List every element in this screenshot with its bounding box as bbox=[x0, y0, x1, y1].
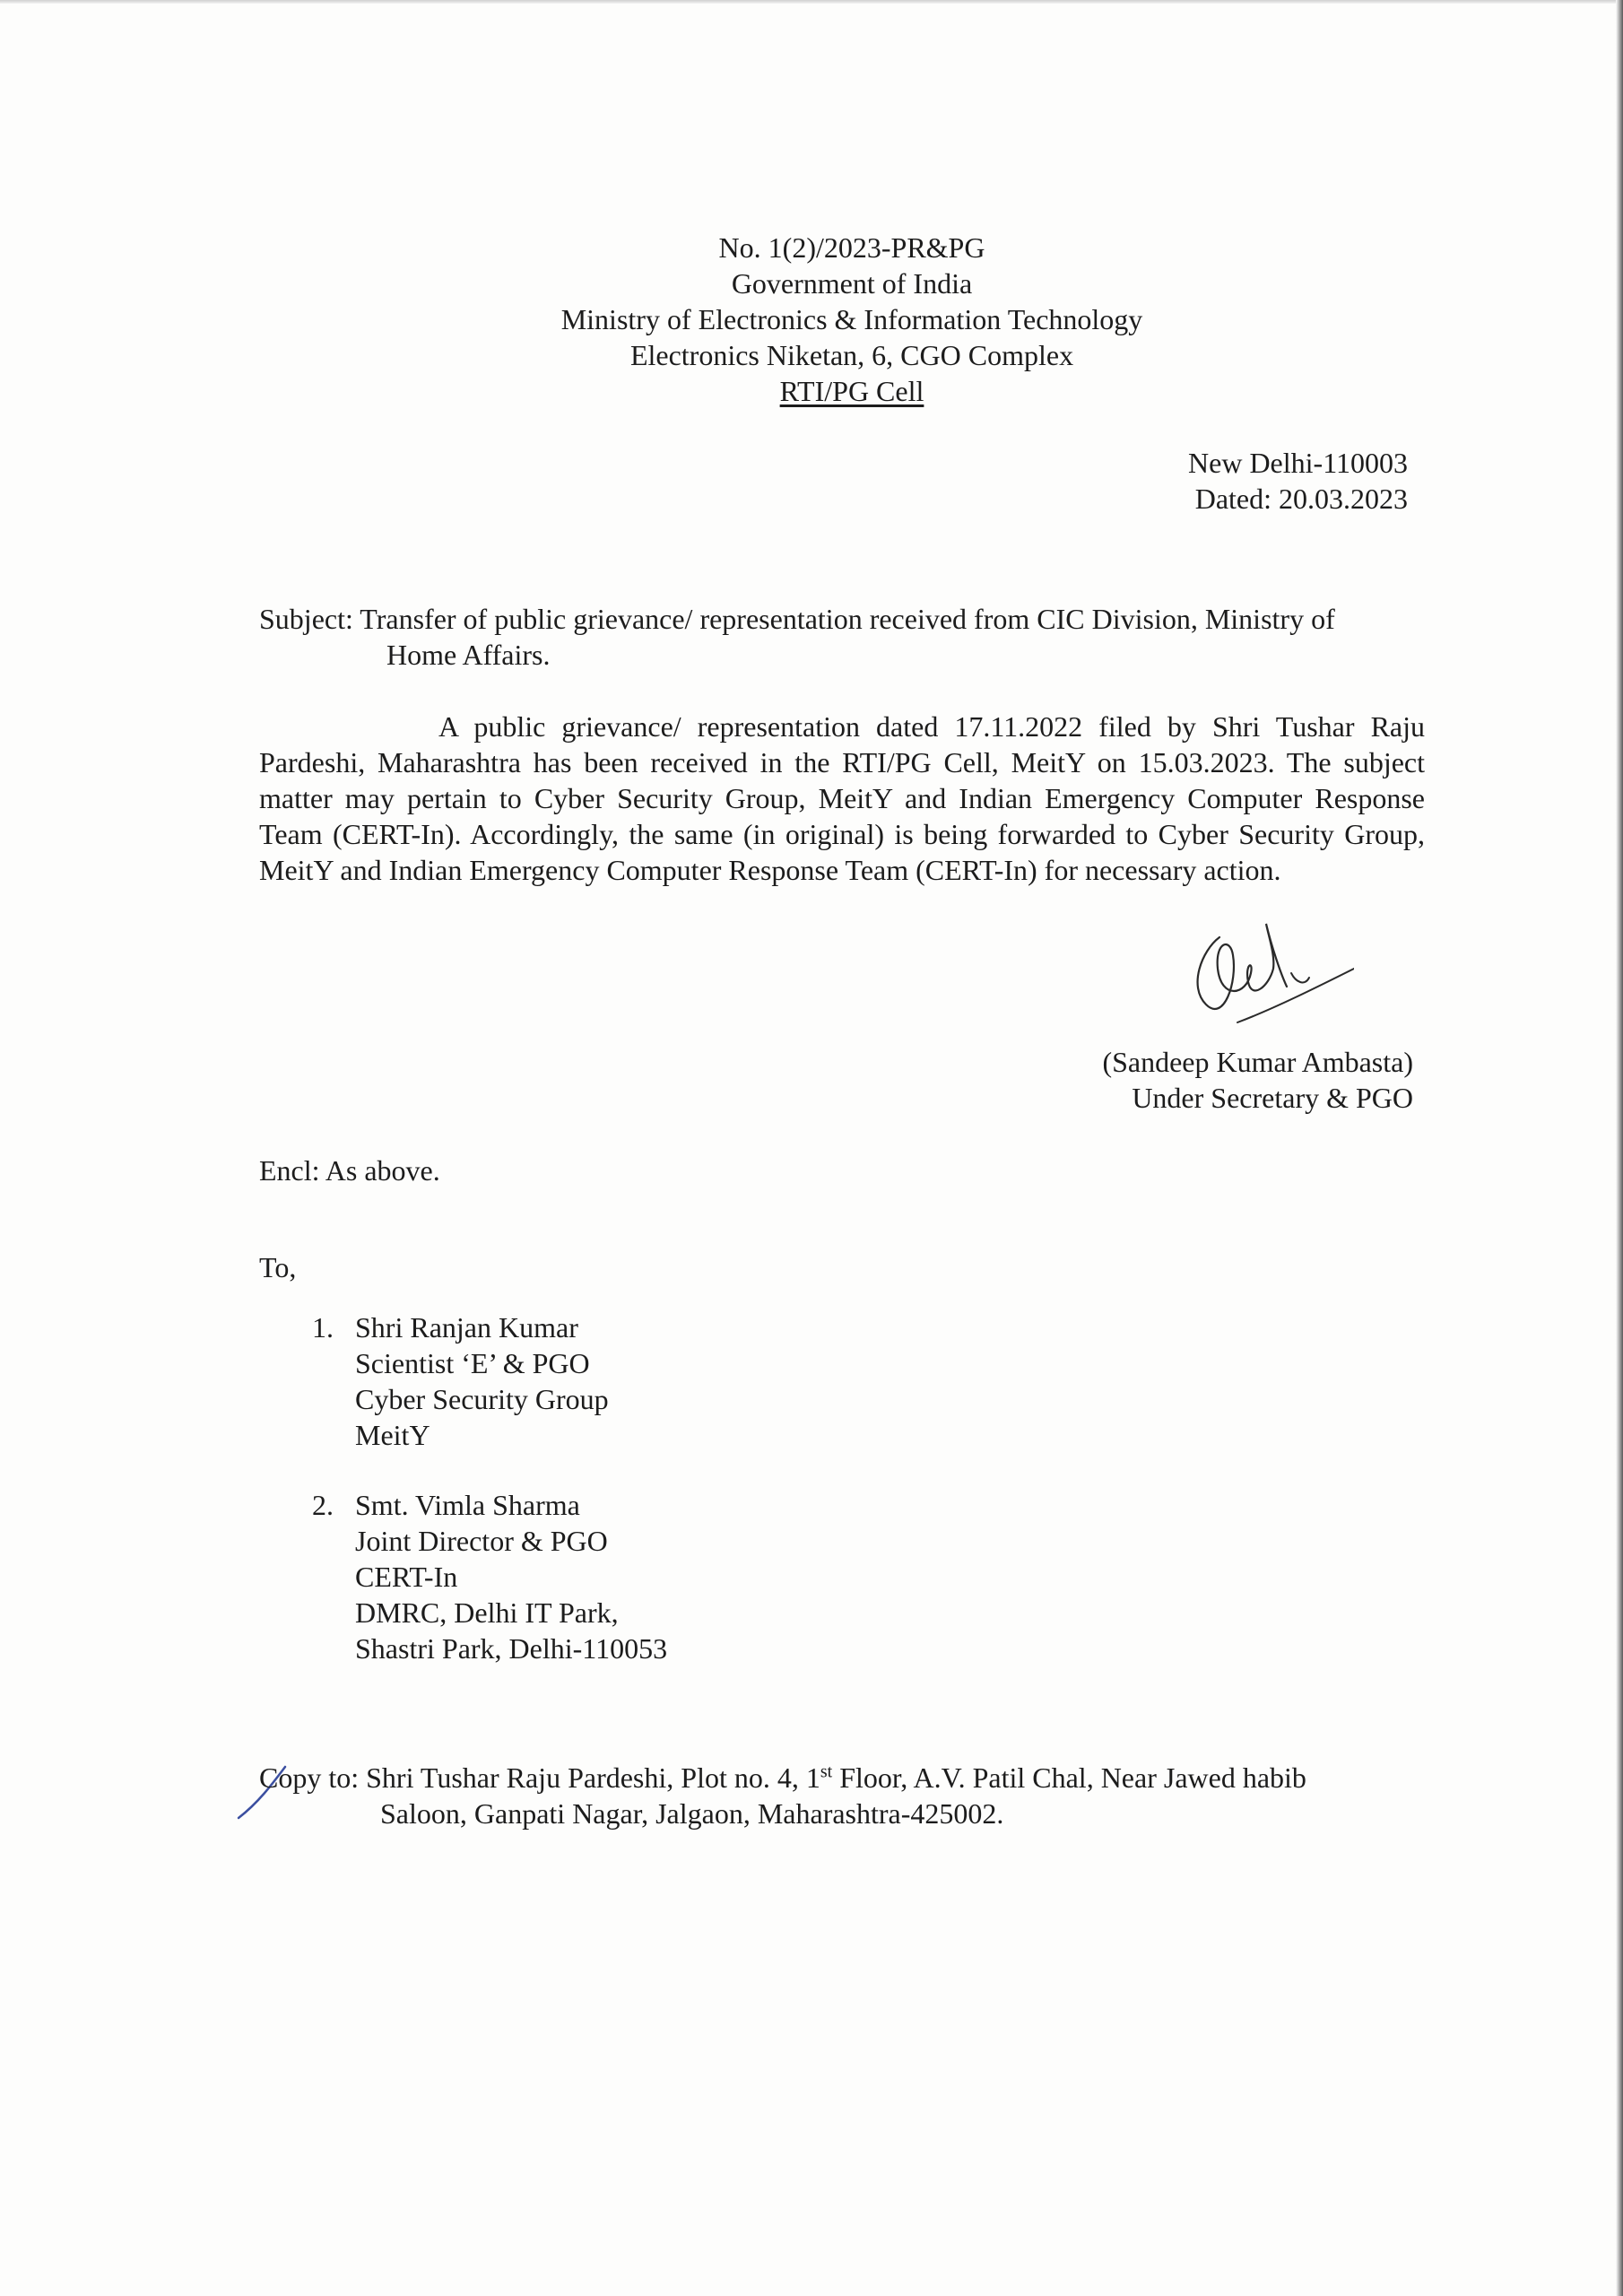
recipient-line: DMRC, Delhi IT Park, bbox=[355, 1596, 619, 1629]
copy-to-address-start: Shri Tushar Raju Pardeshi, Plot no. 4, 1 bbox=[366, 1761, 820, 1794]
subject-block bbox=[259, 601, 1436, 673]
subject-line-1: Subject: Transfer of public grievance/ representation received from CIC Division, Ministry of bbox=[259, 603, 1335, 635]
signature-mark bbox=[1184, 901, 1354, 1045]
recipient-line: Joint Director & PGO bbox=[355, 1525, 608, 1557]
signatory-block bbox=[1102, 1044, 1413, 1116]
copy-to-block bbox=[259, 1760, 1306, 1831]
place-date-block bbox=[1188, 445, 1408, 517]
reference-number: No. 1(2)/2023-PR&PG bbox=[718, 231, 985, 264]
recipient-address bbox=[355, 1487, 667, 1666]
enclosure-note: Encl: As above. bbox=[259, 1154, 440, 1187]
copy-to-line-2: Saloon, Ganpati Nagar, Jalgaon, Maharashtra-425002. bbox=[380, 1797, 1004, 1830]
place: New Delhi-110003 bbox=[1188, 447, 1408, 479]
body-paragraph: A public grievance/ representation dated 17.11.2022 filed by Shri Tushar Raju Pardeshi, Maharashtra has been received in the RTI/PG Cell, MeitY on 15.03.2023. The subject matter may pertain to Cyber Security Group, MeitY and Indian Emergency Computer Response Team (CERT-In). Accordingly, the same (in original) is being forwarded to Cyber Security Group, MeitY and Indian Emergency Computer Response Team (CERT-In) for necessary action. bbox=[259, 710, 1425, 886]
cell-name: RTI/PG Cell bbox=[779, 375, 924, 407]
ministry-name: Ministry of Electronics & Information Technology bbox=[560, 303, 1143, 335]
recipient-address bbox=[355, 1309, 609, 1453]
office-address: Electronics Niketan, 6, CGO Complex bbox=[629, 339, 1074, 371]
copy-to-line-1 bbox=[259, 1760, 1306, 1796]
letter-header bbox=[430, 230, 1273, 409]
scan-edge-top bbox=[0, 0, 1623, 4]
subject-line-2: Home Affairs. bbox=[386, 639, 551, 671]
copy-to-address-end: Floor, A.V. Patil Chal, Near Jawed habib bbox=[832, 1761, 1306, 1794]
copy-to-label: Copy to: bbox=[259, 1761, 360, 1794]
date: Dated: 20.03.2023 bbox=[1194, 483, 1408, 515]
recipient-line: Cyber Security Group bbox=[355, 1383, 609, 1415]
recipient-number: 2. bbox=[312, 1489, 334, 1521]
recipient-number: 1. bbox=[312, 1311, 334, 1344]
government-name: Government of India bbox=[731, 267, 973, 300]
recipient-line: Scientist ‘E’ & PGO bbox=[355, 1347, 590, 1379]
recipient-line: Shastri Park, Delhi-110053 bbox=[355, 1632, 668, 1665]
recipient-line: Smt. Vimla Sharma bbox=[355, 1489, 580, 1521]
recipient-line: Shri Ranjan Kumar bbox=[355, 1311, 578, 1344]
signatory-name: (Sandeep Kumar Ambasta) bbox=[1102, 1046, 1413, 1078]
scan-edge-right bbox=[1616, 0, 1623, 2296]
recipient-line: MeitY bbox=[355, 1419, 430, 1451]
ordinal-suffix: st bbox=[820, 1761, 833, 1782]
to-label: To, bbox=[259, 1251, 297, 1283]
recipient-line: CERT-In bbox=[355, 1561, 458, 1593]
signatory-designation: Under Secretary & PGO bbox=[1132, 1082, 1413, 1114]
